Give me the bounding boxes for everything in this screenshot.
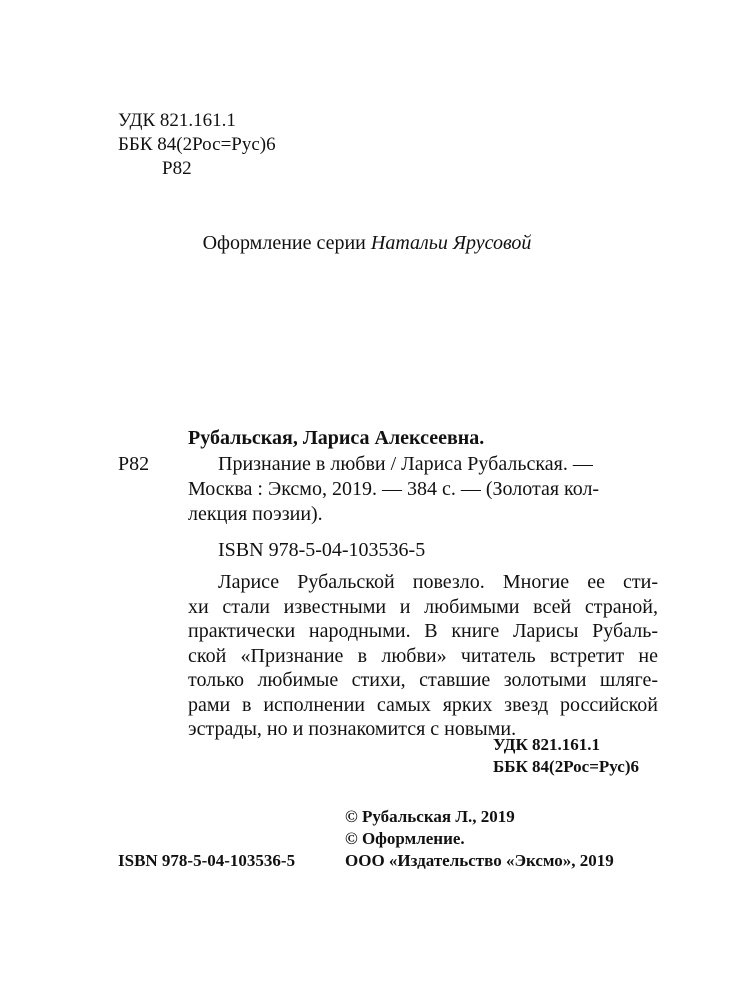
annotation-paragraph: [188, 570, 658, 742]
bib-line-3: лекция поэзии).: [188, 503, 323, 525]
annotation-line: практически народными. В книге Ларисы Рубаль-: [188, 620, 658, 642]
annotation-line: ской «Признание в любви» читатель встретит не: [188, 644, 658, 667]
copyright-publisher: ООО «Издательство «Эксмо», 2019: [345, 851, 614, 870]
bib-line-2: Москва : Эксмо, 2019. — 384 с. — (Золотая кол-: [188, 478, 600, 500]
copyright-design: © Оформление.: [345, 829, 465, 848]
top-author-mark: Р82: [162, 158, 192, 179]
annotation-line: эстрады, но и познакомится с новыми.: [188, 718, 517, 740]
top-bbk-code: ББК 84(2Рос=Рус)6: [118, 134, 276, 155]
annotation-line: только любимые стихи, ставшие золотыми шляге-: [188, 669, 658, 691]
copyright-author: © Рубальская Л., 2019: [345, 807, 515, 826]
series-design-prefix: Оформление серии: [202, 232, 366, 254]
bib-line-1: Признание в любви / Лариса Рубальская. —: [218, 453, 593, 475]
bottom-udk-code: УДК 821.161.1: [493, 735, 601, 754]
annotation-line: Ларисе Рубальской повезло. Многие ее сти-: [218, 571, 658, 593]
bib-author-mark: Р82: [118, 453, 150, 475]
bib-isbn: ISBN 978-5-04-103536-5: [218, 539, 426, 561]
bottom-isbn: ISBN 978-5-04-103536-5: [118, 851, 296, 870]
bib-author: Рубальская, Лариса Алексеевна.: [188, 427, 485, 449]
annotation-line: хи стали известными и любимыми всей страной,: [188, 595, 658, 618]
bottom-bbk-code: ББК 84(2Рос=Рус)6: [493, 757, 639, 776]
top-udk-code: УДК 821.161.1: [118, 110, 236, 131]
annotation-line: рами в исполнении самых ярких звезд российской: [188, 693, 658, 716]
series-design-credit: [0, 232, 734, 255]
series-designer-name: Натальи Ярусовой: [370, 232, 532, 254]
